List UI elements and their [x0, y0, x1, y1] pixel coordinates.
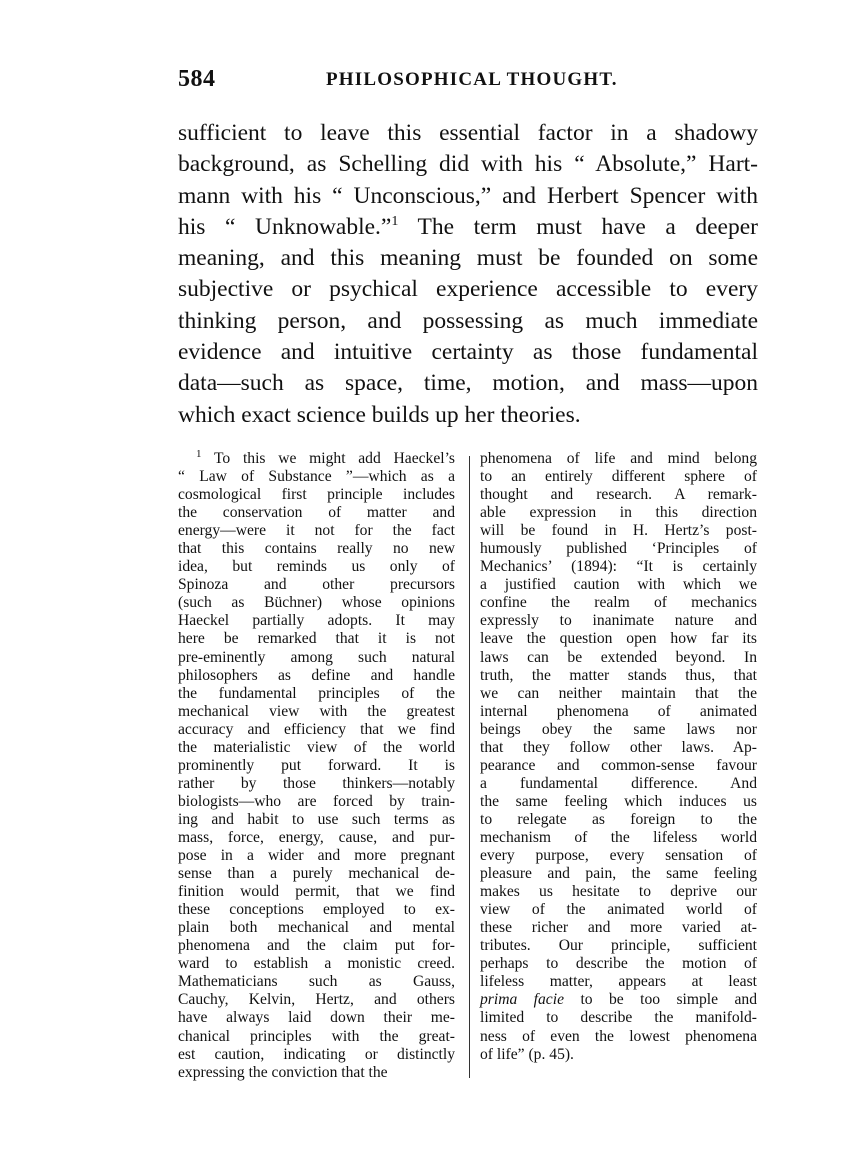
footnote-line: beings obey the same laws nor [480, 720, 757, 738]
footnote-line: Cauchy, Kelvin, Hertz, and others [178, 991, 455, 1009]
footnote-line: that they follow other laws. Ap- [480, 738, 757, 756]
footnote-line: will be found in H. Hertz’s post- [480, 522, 757, 540]
body-line: thinking person, and possessing as much immediate [178, 307, 758, 334]
footnote-line [178, 450, 455, 468]
footnote-line: accuracy and efficiency that we find [178, 720, 455, 738]
footnote-line: leave the question open how far its [480, 630, 757, 648]
body-line: which exact science builds up her theories. [178, 401, 581, 428]
footnote-line-text: To this we might add Haeckel’s [213, 450, 455, 467]
body-line: data—such as space, time, motion, and mass—upon [178, 370, 758, 397]
footnote-line: biologists—who are forced by train- [178, 792, 455, 810]
footnote-line: “ Law of Substance ”—which as a [178, 468, 455, 486]
footnote-line: the materialistic view of the world [178, 738, 455, 756]
footnote-line: plain both mechanical and mental [178, 919, 455, 937]
footnote-line: these conceptions employed to ex- [178, 901, 455, 919]
body-text [178, 118, 758, 431]
footnote-line: expressly to inanimate nature and [480, 612, 757, 630]
footnote-line: every purpose, every sensation of [480, 847, 757, 865]
footnote-line: pre-eminently among such natural [178, 648, 455, 666]
running-head: PHILOSOPHICAL THOUGHT. [326, 69, 618, 90]
body-line: sufficient to leave this essential factor in a shadowy [178, 120, 758, 146]
footnote-line: prominently put forward. It is [178, 756, 455, 774]
footnote-line: thought and research. A remark- [480, 486, 757, 504]
footnote-line: view of the animated world of [480, 901, 757, 919]
page-number: 584 [178, 66, 216, 92]
page-header [178, 66, 758, 96]
footnote-line: expressing the conviction that the [178, 1063, 388, 1081]
footnote-marker: 1 [196, 448, 202, 460]
body-line [178, 212, 758, 243]
footnote-line: mechanical view with the greatest [178, 702, 455, 720]
body-line: evidence and intuitive certainty as those fundamental [178, 339, 758, 366]
footnote-line: laws can be extended beyond. In [480, 648, 757, 666]
footnote-line: the same feeling which induces us [480, 792, 757, 810]
footnote-line: internal phenomena of animated [480, 702, 757, 720]
footnote-line: phenomena and the claim put for- [178, 937, 455, 955]
footnote-line: these richer and more varied at- [480, 919, 757, 937]
footnote-line: ing and habit to use such terms as [178, 810, 455, 828]
footnote-line: we can neither maintain that the [480, 684, 757, 702]
body-line-head: his “ Unknowable.” [178, 213, 392, 240]
footnote-line: philosophers as define and handle [178, 666, 455, 684]
footnote-line: perhaps to describe the motion of [480, 955, 757, 973]
footnote-line: humously published ‘Principles of [480, 540, 757, 558]
footnote-line: that this contains really no new [178, 540, 455, 558]
footnote-line: truth, the matter stands thus, that [480, 666, 757, 684]
footnote-line: rather by those thinkers—notably [178, 774, 455, 792]
footnote-block [178, 450, 760, 1090]
footnote-line: est caution, indicating or distinctly [178, 1045, 455, 1063]
footnote-line: of life” (p. 45). [480, 1045, 574, 1063]
footnote-line: tributes. Our principle, sufficient [480, 937, 757, 955]
footnote-line: Mechanics’ (1894): “It is certainly [480, 558, 757, 576]
footnote-line: have always laid down their me- [178, 1009, 455, 1027]
footnote-line: the fundamental principles of the [178, 684, 455, 702]
footnote-line: chanical principles with the great- [178, 1027, 455, 1045]
footnote-line: cosmological first principle includes [178, 486, 455, 504]
footnote-left-column [178, 450, 455, 1082]
footnote-line: phenomena of life and mind belong [480, 450, 757, 467]
footnote-line: here be remarked that it is not [178, 630, 455, 648]
footnote-line: pleasure and pain, the same feeling [480, 865, 757, 883]
footnote-line: sense than a purely mechanical de- [178, 865, 455, 883]
footnote-line: idea, but reminds us only of [178, 558, 455, 576]
footnote-line: (such as Büchner) whose opinions [178, 594, 455, 612]
body-line: background, as Schelling did with his “ Absolute,” Hart- [178, 151, 758, 178]
italic-phrase: prima facie [480, 991, 564, 1009]
footnote-line: to an entirely different sphere of [480, 468, 757, 486]
footnote-line: able expression in this direction [480, 504, 757, 522]
footnote-line: a justified caution with which we [480, 576, 757, 594]
footnote-line-text: to be too simple and [580, 991, 758, 1009]
footnote-line: makes us hesitate to deprive our [480, 883, 757, 901]
footnote-reference[interactable]: 1 [391, 213, 399, 229]
footnote-right-column [480, 450, 757, 1064]
footnote-line: Spinoza and other precursors [178, 576, 455, 594]
footnote-line: finition would permit, that we find [178, 883, 455, 901]
footnote-line: confine the realm of mechanics [480, 594, 757, 612]
footnote-line: limited to describe the manifold- [480, 1009, 757, 1027]
body-line-tail: The term must have a deeper [417, 213, 758, 240]
footnote-line: Mathematicians such as Gauss, [178, 973, 455, 991]
footnote-line [480, 991, 757, 1009]
footnote-line: the conservation of matter and [178, 504, 455, 522]
footnote-line: ness of even the lowest phenomena [480, 1027, 757, 1045]
footnote-line: Haeckel partially adopts. It may [178, 612, 455, 630]
body-line: subjective or psychical experience accessible to every [178, 276, 758, 303]
footnote-line: mass, force, energy, cause, and pur- [178, 828, 455, 846]
footnote-line: energy—were it not for the fact [178, 522, 455, 540]
column-divider [469, 456, 470, 1078]
footnote-line: to relegate as foreign to the [480, 810, 757, 828]
body-line: meaning, and this meaning must be founded on some [178, 245, 758, 272]
footnote-line: lifeless matter, appears at least [480, 973, 757, 991]
footnote-line: pose in a wider and more pregnant [178, 847, 455, 865]
footnote-line: mechanism of the lifeless world [480, 828, 757, 846]
footnote-line: ward to establish a monistic creed. [178, 955, 455, 973]
footnote-line: pearance and common-sense favour [480, 756, 757, 774]
footnote-line: a fundamental difference. And [480, 774, 757, 792]
body-line: mann with his “ Unconscious,” and Herbert Spencer with [178, 182, 758, 209]
